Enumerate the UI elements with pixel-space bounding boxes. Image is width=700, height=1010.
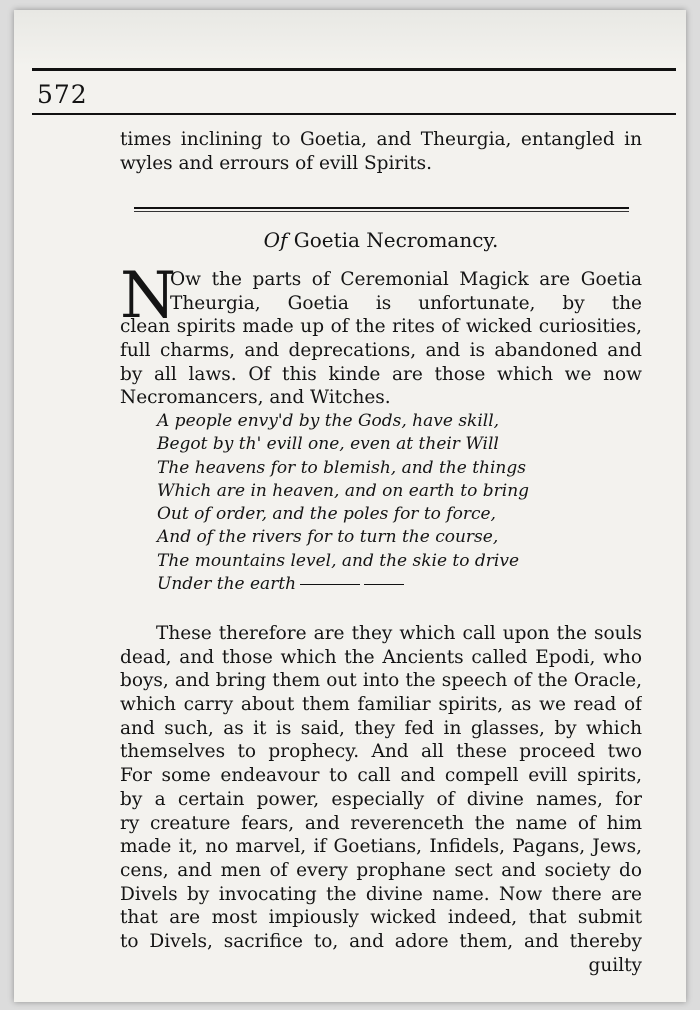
verse-line: And of the rivers for to turn the course, — [157, 527, 499, 548]
para2-line: made it, no marvel, if Goetians, Infidels, Pagans, Jews, — [120, 836, 642, 858]
verse-line: The heavens for to blemish, and the things — [157, 457, 526, 478]
section-separator — [134, 207, 629, 209]
para2-line: boys, and bring them out into the speech of the Oracle, — [120, 670, 642, 692]
verse-line: Out of order, and the poles for to force, — [157, 504, 496, 525]
verse-line: Begot by th' evill one, even at their Will — [157, 434, 499, 455]
para1-line: Necromancers, and Witches. — [120, 387, 391, 409]
para2-line: that are most impiously wicked indeed, that submit — [120, 907, 642, 929]
heading-of: Of — [263, 228, 288, 252]
para2-line: to Divels, sacrifice to, and adore them, and thereby — [120, 930, 642, 952]
para2-line: For some endeavour to call and compell evill spirits, — [120, 765, 642, 787]
para2-line: by a certain power, especially of divine names, for — [120, 788, 642, 810]
para2-line: ry creature fears, and reverenceth the name of him — [120, 812, 642, 834]
intro-line: times inclining to Goetia, and Theurgia, entangled in — [120, 129, 642, 150]
verse-line: Which are in heaven, and on earth to bring — [157, 480, 530, 501]
para1-line: by all laws. Of this kinde are those which we now — [120, 363, 642, 385]
intro-paragraph — [120, 128, 642, 175]
paragraph-1 — [120, 259, 642, 410]
para2-line: dead, and those which the Ancients called Epodi, who — [120, 646, 642, 668]
para2-line: Divels by invocating the divine name. Now there are — [120, 883, 642, 905]
para1-line: full charms, and deprecations, and is abandoned and — [120, 340, 642, 362]
intro-line: wyles and errours of evill Spirits. — [120, 152, 432, 174]
page-top-bleed — [14, 10, 686, 66]
para2-line: cens, and men of every prophane sect and society do — [120, 859, 642, 881]
section-separator-thin — [134, 211, 629, 212]
verse-line: A people envy'd by the Gods, have skill, — [157, 411, 500, 431]
para2-line: and such, as it is said, they fed in glasses, by which — [120, 717, 642, 739]
verse-quotation — [157, 410, 529, 596]
verse-dash — [364, 584, 404, 585]
drop-cap: N — [120, 259, 176, 333]
catchword: guilty — [588, 954, 642, 976]
para2-line: themselves to prophecy. And all these proceed two — [120, 741, 642, 763]
verse-line-last — [157, 573, 529, 596]
verse-line: The mountains level, and the skie to drive — [157, 550, 520, 571]
page-number: 572 — [37, 80, 88, 109]
para2-line: These therefore are they which call upon the souls — [156, 623, 642, 644]
top-rule — [32, 68, 676, 71]
verse-dash — [300, 584, 360, 585]
section-heading — [120, 228, 642, 252]
paragraph-2 — [120, 622, 642, 977]
para1-line: Ow the parts of Ceremonial Magick are Goetia — [170, 269, 642, 290]
para1-line: clean spirits made up of the rites of wicked curiosities, — [120, 316, 642, 338]
verse-line: Under the earth — [157, 574, 297, 595]
header-rule — [32, 113, 676, 115]
para2-line: which carry about them familiar spirits, as we read of — [120, 694, 642, 716]
book-page — [14, 10, 686, 1002]
heading-title: Goetia Necromancy. — [293, 228, 499, 252]
para1-line: Theurgia, Goetia is unfortunate, by the — [170, 292, 642, 314]
